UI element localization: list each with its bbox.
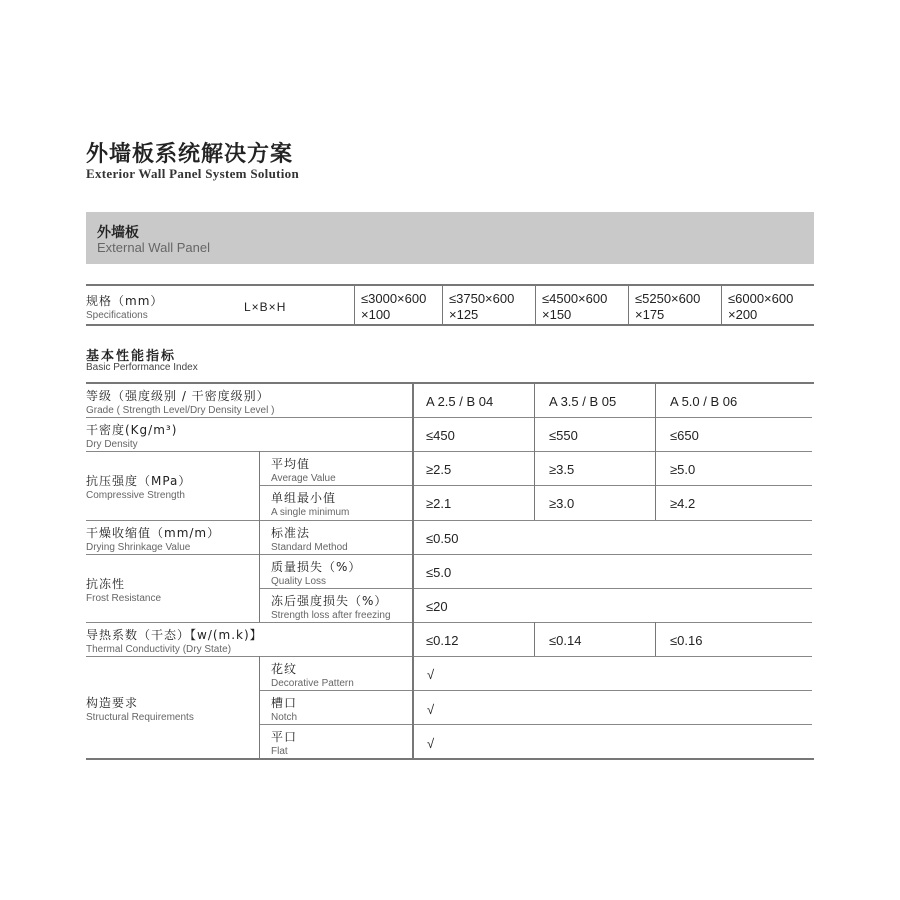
quality-loss-label	[271, 558, 361, 587]
notch-label-en: Notch	[271, 712, 298, 723]
shrinkage-value: ≤0.50	[426, 531, 459, 546]
average-label	[271, 455, 336, 484]
page-subtitle: Exterior Wall Panel System Solution	[86, 166, 299, 181]
average-label-en: Average Value	[271, 473, 336, 484]
col-divider	[259, 520, 260, 554]
col-divider	[259, 451, 260, 520]
pattern-check: √	[427, 667, 435, 682]
average-label-cn: 平均值	[271, 457, 311, 471]
strength-loss-value: ≤20	[426, 599, 448, 614]
strength-loss-label-cn: 冻后强度损失（%）	[271, 594, 388, 608]
performance-table	[86, 382, 814, 760]
row-divider	[86, 554, 812, 555]
row-divider	[86, 622, 812, 623]
frost-label-cn: 抗冻性	[86, 577, 126, 591]
quality-loss-label-cn: 质量损失（%）	[271, 560, 362, 574]
row-divider	[86, 656, 812, 657]
notch-check: √	[427, 702, 435, 717]
col-divider	[259, 656, 260, 758]
single-min-value: ≥2.1	[426, 496, 452, 511]
method-label-en: Standard Method	[271, 542, 348, 553]
spec-cell-line2: ×175	[635, 307, 665, 322]
single-min-label	[271, 489, 349, 518]
density-label-cn: 干密度(Kg/m³)	[86, 423, 178, 437]
average-value: ≥5.0	[670, 462, 696, 477]
flat-check: √	[427, 736, 435, 751]
spec-label	[86, 292, 163, 321]
row-divider	[259, 724, 812, 725]
quality-loss-value: ≤5.0	[426, 565, 452, 580]
single-min-value: ≥3.0	[549, 496, 575, 511]
col-divider	[655, 622, 656, 656]
shrinkage-label	[86, 524, 220, 553]
density-label-en: Dry Density	[86, 439, 138, 450]
frost-label-en: Frost Resistance	[86, 593, 162, 604]
spec-cell	[721, 286, 814, 324]
row-divider	[259, 485, 812, 486]
grade-label	[86, 387, 274, 416]
single-min-label-en: A single minimum	[271, 507, 350, 518]
spec-dims: L×B×H	[244, 300, 287, 314]
thermal-value: ≤0.14	[549, 633, 582, 648]
banner-title: 外墙板	[97, 225, 139, 241]
method-label-cn: 标准法	[271, 526, 311, 540]
pattern-label-en: Decorative Pattern	[271, 678, 354, 689]
thermal-label-en: Thermal Conductivity (Dry State)	[86, 644, 232, 655]
spec-cell-line1: ≤4500×600	[542, 291, 608, 306]
col-divider	[655, 384, 656, 520]
spec-cell-line1: ≤6000×600	[728, 291, 794, 306]
page-title: 外墙板系统解决方案	[86, 142, 294, 167]
col-divider	[259, 554, 260, 622]
spec-cell-line1: ≤3750×600	[449, 291, 515, 306]
structural-label-cn: 构造要求	[86, 696, 139, 710]
method-label	[271, 524, 348, 553]
compressive-label-en: Compressive Strength	[86, 490, 185, 501]
pattern-label	[271, 660, 354, 689]
structural-label-en: Structural Requirements	[86, 712, 194, 723]
col-divider	[412, 384, 414, 758]
average-value: ≥3.5	[549, 462, 575, 477]
spec-cell-line1: ≤3000×600	[361, 291, 427, 306]
grade-value: A 2.5 / B 04	[426, 394, 494, 409]
performance-subtitle: Basic Performance Index	[86, 362, 198, 373]
spec-cell-line2: ×125	[449, 307, 479, 322]
spec-label-en: Specifications	[86, 310, 148, 321]
density-label	[86, 421, 177, 450]
shrinkage-label-en: Drying Shrinkage Value	[86, 542, 191, 553]
strength-loss-label	[271, 592, 391, 621]
density-value: ≤650	[670, 428, 699, 443]
col-divider	[534, 622, 535, 656]
spec-cell	[535, 286, 628, 324]
grade-value: A 3.5 / B 05	[549, 394, 617, 409]
shrinkage-label-cn: 干燥收缩值（mm/m）	[86, 526, 221, 540]
flat-label-cn: 平口	[271, 730, 298, 744]
row-divider	[86, 417, 812, 418]
grade-label-en: Grade ( Strength Level/Dry Density Level )	[86, 405, 275, 416]
compressive-label	[86, 472, 191, 501]
notch-label	[271, 694, 297, 723]
spec-cell-line2: ×100	[361, 307, 391, 322]
banner-subtitle: External Wall Panel	[97, 240, 210, 255]
grade-label-cn: 等级（强度级别 / 干密度级别）	[86, 389, 270, 403]
thermal-value: ≤0.16	[670, 633, 703, 648]
row-divider	[259, 690, 812, 691]
section-banner	[86, 212, 814, 264]
spec-cell-line2: ×150	[542, 307, 572, 322]
density-value: ≤450	[426, 428, 455, 443]
row-divider	[259, 588, 812, 589]
compressive-label-cn: 抗压强度（MPa）	[86, 474, 192, 488]
quality-loss-label-en: Quality Loss	[271, 576, 327, 587]
spec-cell	[442, 286, 535, 324]
performance-title: 基本性能指标	[86, 349, 177, 364]
single-min-label-cn: 单组最小值	[271, 491, 337, 505]
spec-cell-line1: ≤5250×600	[635, 291, 701, 306]
spec-label-cn: 规格（mm）	[86, 294, 164, 308]
spec-cell-line2: ×200	[728, 307, 758, 322]
single-min-value: ≥4.2	[670, 496, 696, 511]
thermal-label-cn: 导热系数（干态）【w/(m.k)】	[86, 628, 263, 642]
col-divider	[534, 384, 535, 520]
row-divider	[86, 520, 812, 521]
notch-label-cn: 槽口	[271, 696, 298, 710]
flat-label	[271, 728, 297, 757]
thermal-value: ≤0.12	[426, 633, 459, 648]
thermal-label	[86, 626, 263, 655]
grade-value: A 5.0 / B 06	[670, 394, 738, 409]
spec-cell	[628, 286, 721, 324]
average-value: ≥2.5	[426, 462, 452, 477]
frost-label	[86, 575, 161, 604]
row-divider	[86, 451, 812, 452]
pattern-label-cn: 花纹	[271, 662, 298, 676]
structural-label	[86, 694, 194, 723]
flat-label-en: Flat	[271, 746, 288, 757]
density-value: ≤550	[549, 428, 578, 443]
strength-loss-label-en: Strength loss after freezing	[271, 610, 391, 621]
specifications-table	[86, 284, 814, 326]
spec-cell	[354, 286, 442, 324]
